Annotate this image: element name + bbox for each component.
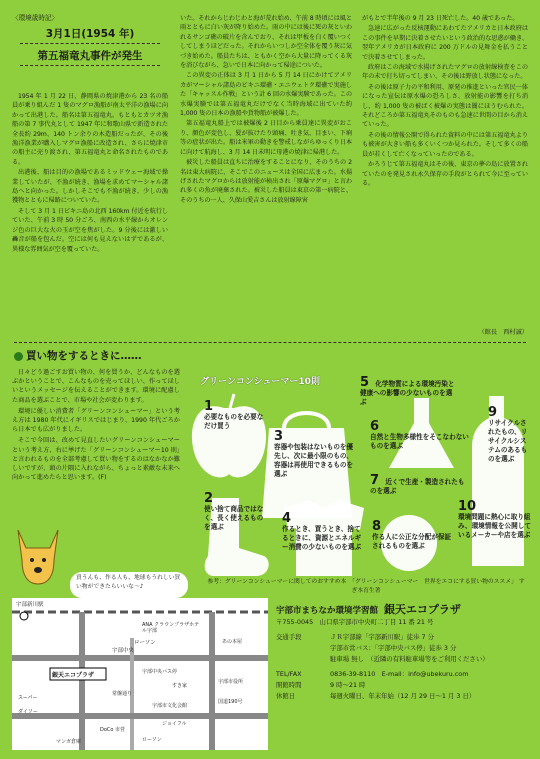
- rule-text: 容器や包装はないものを優先し、次に最小限のもの、容器は再使用できるものを選ぶ: [274, 443, 354, 478]
- map-label: ジョイフル: [162, 721, 187, 727]
- column-label: 〈環境歳時記〉: [12, 14, 59, 22]
- map-label: 宇部市役所: [218, 679, 244, 685]
- info-row: [276, 643, 530, 654]
- paragraph: そこで今回は、改めて見直したいグリーンコンシューマーという考え方、右に挙げた「グリーンコンシューマー10 則」と言われるものを全部考慮して買い物をするのはなかなか難しいですが、頭の片隅に入れながら、ちょっと素敵な未来へ向かって進めたらと思います。(F): [12, 437, 180, 482]
- paragraph: 政府はこの海域で水揚げされたマグロの放射線検査をこの年の末で打ち切ってしまい、その後は野放し状態になった。: [362, 64, 528, 81]
- info-row: [276, 632, 530, 643]
- map-label: 宇部中央: [112, 648, 135, 654]
- rule-number: 8: [372, 519, 382, 534]
- bullet-icon: [14, 352, 23, 361]
- info-key: [276, 654, 330, 665]
- station-marker: [20, 612, 28, 620]
- rule-number: 6: [370, 419, 380, 434]
- paragraph: がもとで半年後の 9 月 23 日死亡した。40 歳であった。: [362, 15, 519, 22]
- paragraph: 第五福竜丸船上では被爆後 2 日目から乗員達に異変がおこり、顔色が変色し、髪が抜けたり頭痛、吐き気、目まい、下痢等の症状が出た。船は米軍の動きを警戒しながらゆっくり日本に向けて航海し、3 月 14 日未明に母港の焼津に帰港した。: [180, 120, 352, 156]
- info-value: ＪＲ宇部線「宇部新川駅」徒歩 7 分: [330, 633, 434, 641]
- paragraph: 被災した船員は直ちに治療をすることになり、そのうちの 2 名は東大病院に、そこでこのニュースは全国に広まった。水揚げされたマグロからは放射能が検出され「原爆マグロ」と言われ多くの魚が廃棄された。被災した船員は東京の第一病院と、そのうちの一人、久保山愛吉さんは放射線障害: [180, 159, 352, 204]
- section-body: [12, 368, 180, 484]
- map-label: ローソン: [142, 737, 162, 743]
- rule-text: 作るとき、買うとき、捨てるときに、資源とエネルギー消費の少ないものを選ぶ: [282, 525, 362, 551]
- rule-text: 必要なものを必要なだけ買う: [204, 413, 264, 430]
- section-title-text: 買い物をするときに……: [26, 350, 142, 362]
- section-divider: [14, 342, 526, 343]
- author-credit: （館長 西村誠）: [478, 329, 528, 336]
- paragraph: 環境に優しい消費者「グリーンコンシューマー」という考え方は 1980 年代にイギリスではじまり、1990 年代ごろから日本でも広がりました。: [12, 407, 180, 434]
- paragraph: そして 3 月 1 日ビキニ島の北西 160km 付近を航行していた、午前 3 時 50 分ごろ、南西の水平線からオレンジ色の巨大な火の玉が空を焦がした。9 分後には激しい轟音が船を包んだ。空には何も見えないはずであるが、異様な雰囲気が空を覆っていた。: [12, 207, 168, 253]
- map-label: ダイソー: [18, 709, 38, 715]
- article-caption: [12, 12, 168, 84]
- paragraph: かろうじて第五福竜丸はその後、東京の夢の島に放置されていたのを発見され永久保存の手段がとられて今に至っている。: [362, 161, 528, 187]
- headline-underline: [20, 65, 160, 66]
- info-key: TEL/FAX: [276, 670, 302, 678]
- rule-2: [204, 492, 266, 532]
- info-value: 毎週火曜日、年末年始（12 月 29 日～1 月 3 日）: [330, 692, 476, 700]
- map-label: 宇部市文化会館: [152, 703, 188, 709]
- paragraph: いた。それからじわじわと海が荒れ始め、午前 8 時頃には風と雨とともに白い灰が降り始めた。雨の中には後に死の灰といわれるサンゴ礁の破片を含んでおり、それは甲板を白く覆いつくしてしまうほどだった。それからいつしか空全体を覆う灰に気づき始めた。船員たちは、ともかく空から大量に降ってくる灰を浴びながら、急いで日本に向かって帰途についた。: [180, 15, 352, 70]
- info-value: 9 時～21 時: [330, 681, 366, 689]
- rule-10: [458, 500, 532, 540]
- rule-number: 5: [360, 375, 370, 390]
- article-column-2: [180, 14, 352, 206]
- rule-7: [370, 474, 470, 496]
- rule-8: [372, 520, 456, 551]
- map-label: 銀天エコプラザ: [52, 672, 95, 679]
- info-key: 交通手段: [276, 633, 302, 641]
- rule-number: 7: [370, 473, 380, 488]
- map-label: ローソン: [134, 640, 156, 646]
- info-row: [276, 654, 530, 665]
- rule-1: [204, 400, 268, 431]
- paragraph: その後は原子力の平和利用、原発の推進といった官民一体になった宣伝は原水爆の恐ろしさ、放射能の影響を打ち消し、約 1,000 隻の被ばく被爆の実態は闇にほうむられた。それどころか第五福竜丸そのものも急速に世間の目から消えていった。: [362, 83, 528, 129]
- rule-9: [488, 406, 528, 464]
- rule-text: リサイクルされたもの、リサイクルシステムのあるものを選ぶ: [488, 419, 528, 463]
- paragraph: 日々どう過ごすお買い物の、何を買うか、どんなものを選ぶかということで、こんなものを売ってほしい、作ってほしいというメッセージを伝えることができます。環境に配慮した商品を選ぶことで、市場や社会が変わります。: [12, 369, 180, 404]
- info-row: [276, 691, 530, 702]
- org-name: 銀天エコプラザ: [383, 603, 461, 616]
- map-label: 常盤通り: [112, 691, 133, 697]
- address: 〒755-0045 山口県宇部市中央町二丁目 11 番 21 号: [276, 618, 434, 626]
- ten-rules-title: グリーンコンシューマー10則: [200, 377, 320, 387]
- article-date: 3月1日(1954 年): [45, 28, 135, 40]
- rule-text: 化学物質による環境汚染と健康への影響の少ないものを選ぶ: [360, 380, 455, 406]
- rule-number: 3: [274, 429, 284, 444]
- article-column-3: [362, 14, 528, 189]
- map-label: 宇部中央バス停: [142, 669, 178, 675]
- facility-info: [276, 604, 530, 702]
- info-row: [276, 669, 530, 680]
- article-headline: 第五福竜丸事件が発生: [37, 50, 143, 62]
- rule-number: 9: [488, 405, 498, 420]
- info-key: [276, 643, 330, 654]
- map-label: あの本屋: [222, 639, 243, 645]
- info-row: [276, 680, 530, 691]
- rule-text: 作る人に公正な分配が保証されるものを選ぶ: [372, 533, 452, 550]
- map-label: 国道190号: [218, 699, 243, 705]
- org-label: 宇部市まちなか環境学習館: [276, 606, 379, 616]
- access-map: [12, 598, 268, 750]
- map-label: すき家: [172, 683, 188, 689]
- rule-number: 2: [204, 491, 214, 506]
- info-value: 駐車場 無し （近隣の有料駐車場等をご利用ください）: [330, 655, 489, 663]
- rule-number: 10: [458, 499, 477, 514]
- info-value: 宇部市営バス：「宇部中央バス停」徒歩 3 分: [330, 644, 457, 652]
- map-label: スーパー: [18, 695, 38, 701]
- dog-mascot-icon: [8, 520, 68, 592]
- info-key: 休館日: [276, 692, 296, 700]
- rule-5: [360, 376, 456, 407]
- map-label: ANA クラウンプラザホテル宇部: [142, 622, 200, 634]
- rule-number: 4: [282, 511, 292, 526]
- paragraph: 1954 年 1 月 22 日、静岡県の焼津港から 23 名の船員が乗り組んだ 1 隻のマグロ漁船が南太平洋の漁場に向かって出港した。船名は第五福竜丸。もともとカツオ漁船の第 7 事代丸として 1947 年に和歌山県で新造された全長約 29m、140 トン余りの木造船だったが、その後漁洋漁業が購入しマグロ漁船に改造され、さらに焼津市の船主に売り渡され、第五福竜丸と命名されたものである。: [12, 93, 168, 166]
- reference-note: 参考：グリーンコンシューマーに関してのおすすめ本 「グリーンコンシューマー 世界をエコにする買い物のススメ」 すぎ本育生著: [207, 579, 525, 594]
- title-underline: [20, 43, 160, 44]
- rule-3: [274, 430, 354, 479]
- facility-name: [276, 604, 530, 617]
- map-label: マンガ倉庫: [56, 739, 82, 745]
- article-column-1: [12, 92, 168, 255]
- rule-6: [370, 420, 470, 451]
- map-label: 宇部新川駅: [16, 602, 44, 608]
- paragraph: 急速に広がった反核運動にあわてたアメリカと日本政府はこの事件を早期に決着させたいという政治的な思惑が働き、翌年アメリカが日本政府に 200 万ドルの見舞金を払うことで決着させてしまった。: [362, 25, 528, 61]
- info-key: 開館時間: [276, 681, 302, 689]
- rule-text: 環境問題に熱心に取り組み、環境情報を公開しているメーカーや店を選ぶ: [458, 513, 531, 539]
- rule-text: 使い捨て商品ではなく、長く使えるものを選ぶ: [204, 505, 264, 531]
- section-title: [14, 348, 142, 363]
- rule-number: 1: [204, 399, 214, 414]
- rule-4: [282, 512, 366, 552]
- map-label: DoCo 市営: [100, 727, 126, 733]
- info-value: 0836-39-8110 E-mail：info@ubekuru.com: [330, 670, 469, 678]
- rule-text: 自然と生物多様性をそこなわないものを選ぶ: [370, 433, 469, 450]
- paragraph: 出港後、船は目的の漁場であるミッドウェー海域で操業していたが、不漁が続き、漁場を求めてマーシャル諸島へと向かった。しかしそこでも不漁が続き、少しの漁獲物とともに帰路についていた。: [12, 169, 168, 205]
- paragraph: この異変の正体は 3 月 1 日から 5 月 14 日にかけてアメリカがマーシャル諸島のビキニ環礁・エニウェトク環礁で実施した「キャッスル作戦」という計 6 回の水爆実験であった。この水爆実験では第五福竜丸だけでなく当時海域に出ていた約 1,000 隻の日本の漁船や貨物船が被爆した。: [180, 72, 352, 118]
- map-drawing: [12, 598, 268, 750]
- mascot-speech-bubble: 買うんも、作る人も、地球もうれしい買い物ができたらいいな～♪: [70, 572, 188, 598]
- rule-text: 近くで生産・製造されたものを選ぶ: [370, 478, 465, 495]
- paragraph: その後の情報公開で得られた資料の中には第五福竜丸よりも被害が大きい船も多くいくつか見られた。そして多くの船員が若くして亡くなっていったのである。: [362, 131, 528, 158]
